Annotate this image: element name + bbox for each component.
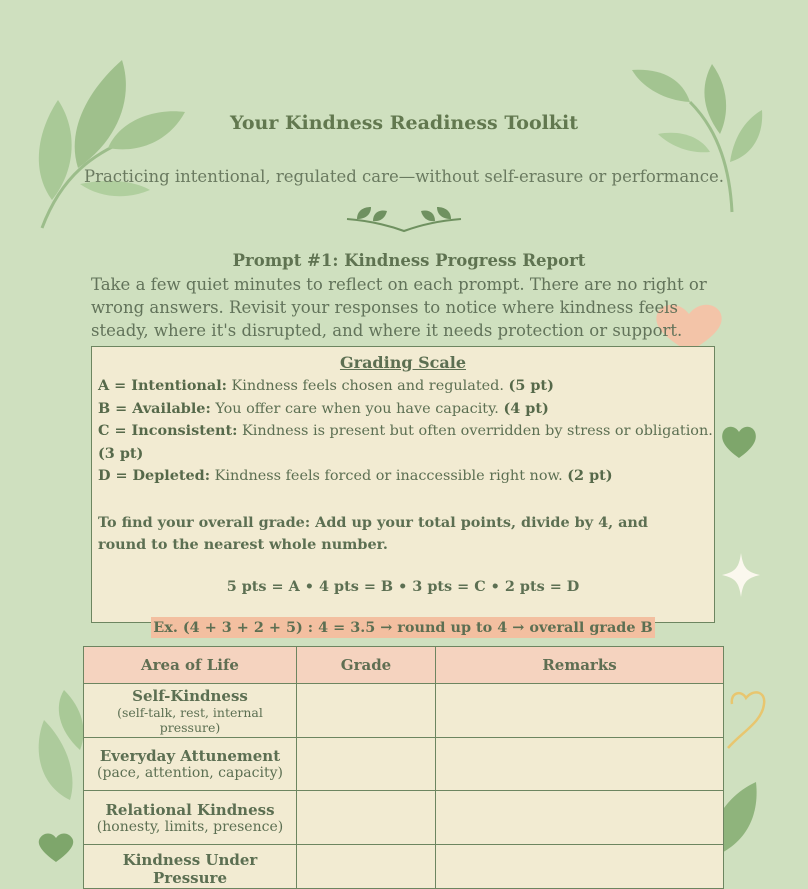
area-cell: Relational Kindness (honesty, limits, presence): [84, 791, 297, 845]
leaf-branch-top-right-icon: [630, 62, 765, 217]
grade-cell[interactable]: [297, 684, 436, 738]
table-row: [84, 791, 724, 845]
leaf-divider-icon: [343, 203, 465, 233]
grade-example: Ex. (4 + 3 + 2 + 5) : 4 = 3.5 → round up to 4 → overall grade B: [153, 618, 653, 636]
remarks-cell[interactable]: [436, 791, 724, 845]
sparkle-icon: [722, 553, 760, 597]
prompt-title: Prompt #1: Kindness Progress Report: [232, 251, 586, 270]
leaf-bottom-left-icon: [30, 690, 90, 810]
grade-list: [98, 375, 714, 488]
grade-item-a: A = Intentional: Kindness feels chosen and regulated. (5 pt): [98, 377, 554, 394]
outline-heart-icon: [720, 688, 768, 752]
progress-table: [83, 646, 724, 889]
grade-instruction: To find your overall grade: Add up your total points, divide by 4, and round to the nearest whole number.: [98, 513, 648, 553]
column-header-remarks: Remarks: [436, 647, 724, 684]
table-row: [84, 845, 724, 889]
page-subtitle: Practicing intentional, regulated care—without self-erasure or performance.: [83, 167, 725, 186]
table-row: [84, 684, 724, 738]
remarks-cell[interactable]: [436, 845, 724, 889]
remarks-cell[interactable]: [436, 684, 724, 738]
area-cell: Everyday Attunement (pace, attention, capacity): [84, 738, 297, 791]
grading-scale-box: [91, 346, 715, 636]
page-title: Your Kindness Readiness Toolkit: [229, 112, 579, 134]
grading-scale-heading: Grading Scale: [339, 353, 467, 372]
grade-cell[interactable]: [297, 791, 436, 845]
area-cell: Kindness Under Pressure: [84, 845, 297, 889]
grade-cell[interactable]: [297, 845, 436, 889]
grade-item-b: B = Available: You offer care when you have capacity. (4 pt): [98, 399, 549, 417]
remarks-cell[interactable]: [436, 738, 724, 791]
column-header-grade: Grade: [297, 647, 436, 684]
grade-item-d: D = Depleted: Kindness feels forced or inaccessible right now. (2 pt): [98, 467, 613, 484]
prompt-intro: Take a few quiet minutes to reflect on each prompt. There are no right or wrong answers. Revisit your responses to notice where kindness feels steady, where it's disrupted, and where it needs protection or support.: [91, 275, 707, 340]
grade-cell[interactable]: [297, 738, 436, 791]
green-heart-icon: [720, 424, 758, 460]
grade-item-c: C = Inconsistent: Kindness is present but often overridden by stress or obligation. (3 pt): [98, 422, 713, 462]
leaf-branch-top-left-icon: [30, 60, 190, 235]
grade-formula: 5 pts = A • 4 pts = B • 3 pts = C • 2 pts = D: [226, 577, 580, 595]
table-row: [84, 738, 724, 791]
column-header-area: Area of Life: [84, 647, 297, 684]
area-cell: Self-Kindness (self-talk, rest, internal pressure): [84, 684, 297, 738]
